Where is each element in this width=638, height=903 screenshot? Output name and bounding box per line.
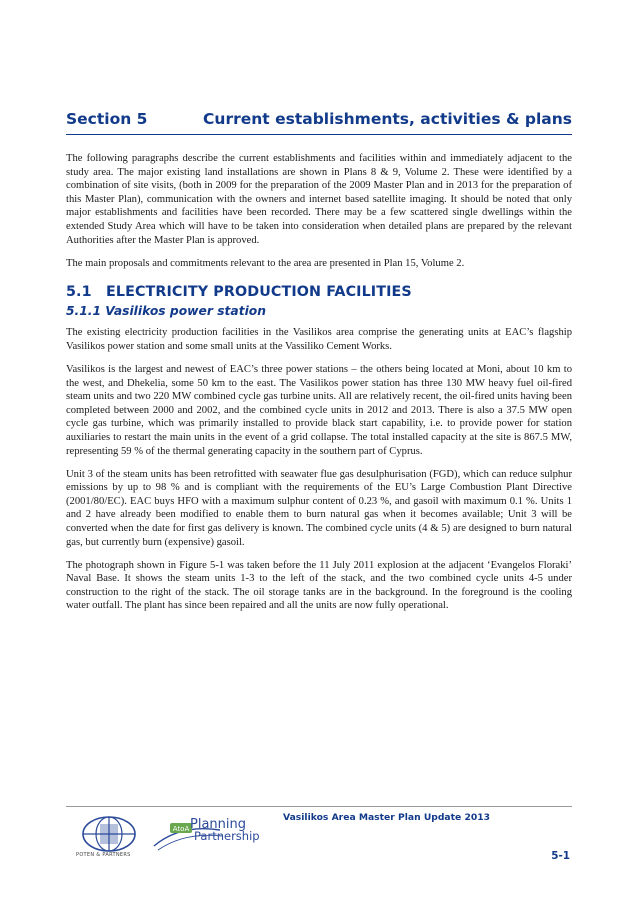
heading-5-1-1: 5.1.1 Vasilikos power station xyxy=(66,304,266,319)
heading-5-1 xyxy=(66,284,572,300)
footer-title: Vasilikos Area Master Plan Update 2013 xyxy=(283,812,491,823)
body-paragraph-3: Unit 3 of the steam units has been retrofitted with seawater flue gas desulphurisation (FGD), which can reduce sulphur emissions by up to 98 % and is compliant with the requirements of the EU’s Large Combustion Plant Directive (2001/80/EC). EAC buys HFO with a maximum sulphur content of 0.23 %, and gasoil with maximum 0.1 %. Units 1 and 2 have already been modified to enable them to burn natural gas when it becomes available; Unit 3 will be converted when the date for first gas delivery is known. The combined cycle units (4 & 5) are designed to burn natural gas, but currently burn (expensive) gasoil. xyxy=(66,468,572,548)
section-title: Current establishments, activities & plans xyxy=(203,110,572,128)
heading-5-1-title: ELECTRICITY PRODUCTION FACILITIES xyxy=(106,284,412,301)
intro-paragraph-1: The following paragraphs describe the current establishments and facilities within and immediately adjacent to the study area. The major existing land installations are shown in Plans 8 & 9, Volume 2. These were identified by a combination of site visits, (both in 2009 for the preparation of the 2009 Master Plan and in 2013 for the preparation of this Master Plan), communication with the owners and internet based satellite imaging. It should be noted that only major establishments and facilities have been recorded. There may be a few scattered single dwellings within the extended Study Area which will have to be taken into consideration when detailed plans are prepared by the relevant Authorities after the Master Plan is approved. xyxy=(66,153,572,246)
heading-5-1-number: 5.1 xyxy=(66,284,92,301)
intro-paragraph-2: The main proposals and commitments relevant to the area are presented in Plan 15, Volume 2. xyxy=(66,257,465,269)
poten-partners-logo-text: POTEN & PARTNERS xyxy=(76,852,131,858)
footer-rule xyxy=(66,806,572,807)
page-number: 5-1 xyxy=(551,850,570,862)
body-paragraph-1: The existing electricity production facilities in the Vasilikos area comprise the generating units at EAC’s flagship Vasilikos power station and some small units at the Vassiliko Cement Works. xyxy=(66,327,572,352)
page-content xyxy=(66,152,572,623)
header-rule xyxy=(66,134,572,135)
body-paragraph-2: Vasilikos is the largest and newest of EAC’s three power stations – the others being located at Moni, about 10 km to the west, and Dhekelia, some 50 km to the east. The Vasilikos power station has three 130 MW heavy fuel oil-fired steam units and two 220 MW combined cycle gas turbine units. All are relatively recent, the oil-fired units having been completed between 2000 and 2002, and the combined cycle units in 2012 and 2013. There is also a 37.5 MW open cycle gas turbine, which was primarily installed to provide black start capability, i.e. to provide power for station auxiliaries to restart the main units in the event of a grid collapse. The total installed capacity at the site is 867.5 MW, representing 59 % of the thermal generating capacity in the southern part of Cyprus. xyxy=(66,363,572,457)
body-paragraph-4: The photograph shown in Figure 5-1 was taken before the 11 July 2011 explosion at the adjacent ‘Evangelos Floraki’ Naval Base. It shows the steam units 1-3 to the left of the stack, and the two combined cycle units 4-5 under construction to the right of the stack. The oil storage tanks are in the background. In the foreground is the cooling water outfall. The plant has since been repaired and all the units are now fully operational. xyxy=(66,559,572,612)
planning-partnership-badge: AtoA xyxy=(172,825,190,833)
planning-partnership-word-2: Partnership xyxy=(194,829,260,843)
section-label: Section 5 xyxy=(66,110,148,128)
planning-partnership-word-1: Planning xyxy=(190,817,246,832)
section-header xyxy=(66,110,572,132)
